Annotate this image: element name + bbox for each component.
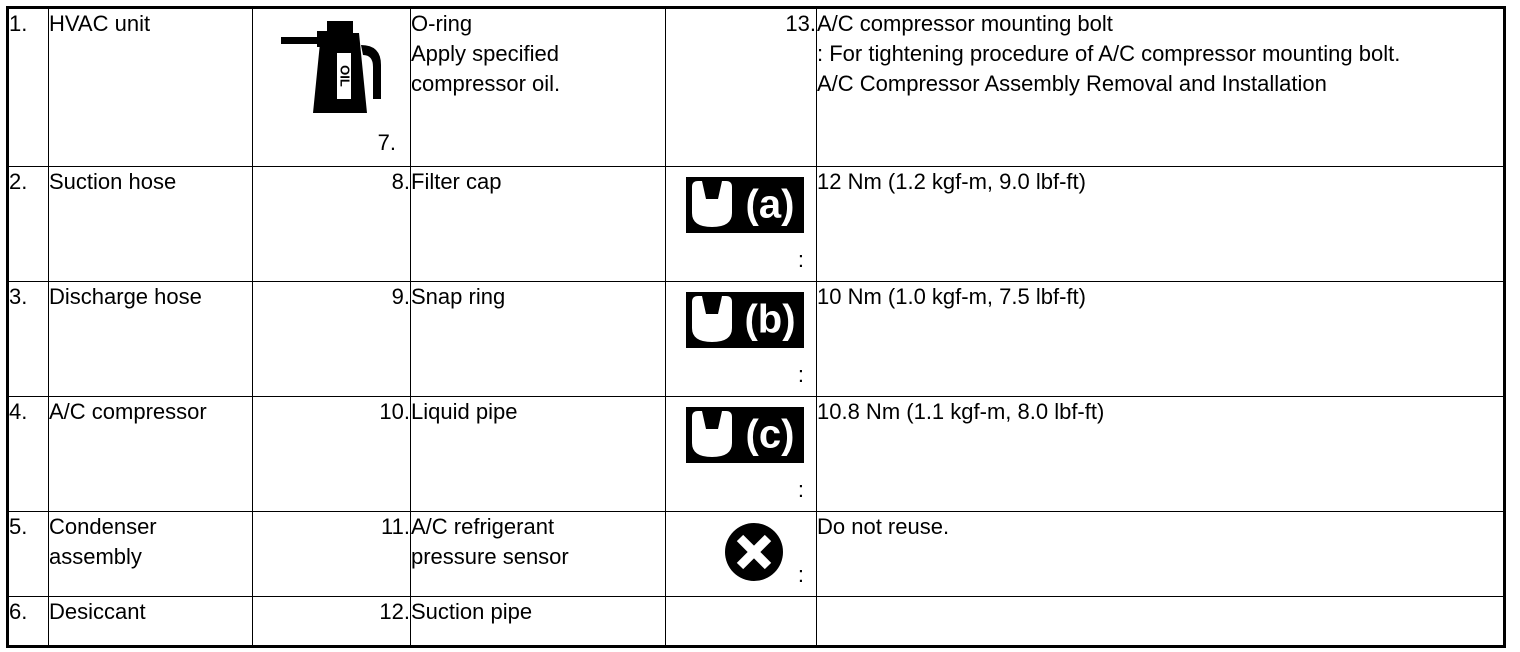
item-name <box>817 8 1505 167</box>
item-number: 5. <box>8 512 49 597</box>
item-number: 10. <box>253 397 411 512</box>
colon: : <box>797 562 804 587</box>
item-name: Snap ring <box>411 282 666 397</box>
table-row <box>8 282 1505 397</box>
table-row <box>8 597 1505 647</box>
do-not-reuse-icon <box>724 522 784 590</box>
item-number: 13. <box>666 8 817 167</box>
torque-symbol-label: (a) <box>745 182 795 227</box>
item-number: 2. <box>8 167 49 282</box>
item-name: Liquid pipe <box>411 397 666 512</box>
oil-can-icon <box>281 15 391 131</box>
torque-symbol-label: (b) <box>744 297 796 342</box>
parts-legend-table <box>6 6 1506 648</box>
item-name: Suction pipe <box>411 597 666 647</box>
torque-symbol-cell <box>666 397 817 512</box>
item-note-line: A/C Compressor Assembly Removal and Installation <box>817 71 1327 96</box>
item-name-line: Condenser <box>49 514 157 539</box>
item-name-line: pressure sensor <box>411 544 569 569</box>
item-number: 12. <box>253 597 411 647</box>
table-row <box>8 167 1505 282</box>
wrench-torque-icon <box>686 407 804 463</box>
item-name: Desiccant <box>49 597 253 647</box>
oil-icon-cell <box>253 8 411 167</box>
item-name <box>411 8 666 167</box>
item-note-line: Apply specified <box>411 41 559 66</box>
torque-symbol-cell <box>666 282 817 397</box>
item-number: 1. <box>8 8 49 167</box>
item-number: 11. <box>253 512 411 597</box>
empty-cell <box>666 597 817 647</box>
colon: : <box>797 362 804 387</box>
torque-symbol-cell <box>666 167 817 282</box>
item-name: Filter cap <box>411 167 666 282</box>
torque-value: 12 Nm (1.2 kgf-m, 9.0 lbf-ft) <box>817 167 1505 282</box>
item-name-line: O-ring <box>411 11 473 36</box>
torque-symbol-label: (c) <box>745 412 795 457</box>
item-note-line: : For tightening procedure of A/C compressor mounting bolt. <box>817 41 1401 66</box>
table-row <box>8 397 1505 512</box>
table-row <box>8 8 1505 167</box>
item-number: 7. <box>377 130 396 155</box>
torque-value: 10 Nm (1.0 kgf-m, 7.5 lbf-ft) <box>817 282 1505 397</box>
item-name: Discharge hose <box>49 282 253 397</box>
empty-cell <box>817 597 1505 647</box>
wrench-torque-icon <box>686 292 804 348</box>
noreuse-symbol-cell <box>666 512 817 597</box>
note-text: Do not reuse. <box>817 512 1505 597</box>
item-number: 6. <box>8 597 49 647</box>
item-name-line: assembly <box>49 544 142 569</box>
item-name <box>411 512 666 597</box>
item-name-line: A/C refrigerant <box>411 514 555 539</box>
item-number: 3. <box>8 282 49 397</box>
item-name: A/C compressor <box>49 397 253 512</box>
item-name: HVAC unit <box>49 8 253 167</box>
item-number: 9. <box>253 282 411 397</box>
item-name-line: A/C compressor mounting bolt <box>817 11 1113 36</box>
item-name: Suction hose <box>49 167 253 282</box>
colon: : <box>797 247 804 272</box>
item-note-line: compressor oil. <box>411 71 561 96</box>
oil-icon-label: OIL <box>337 65 353 87</box>
wrench-torque-icon <box>686 177 804 233</box>
item-name <box>49 512 253 597</box>
item-number: 4. <box>8 397 49 512</box>
torque-value: 10.8 Nm (1.1 kgf-m, 8.0 lbf-ft) <box>817 397 1505 512</box>
item-number: 8. <box>253 167 411 282</box>
table-row <box>8 512 1505 597</box>
colon: : <box>797 477 804 502</box>
